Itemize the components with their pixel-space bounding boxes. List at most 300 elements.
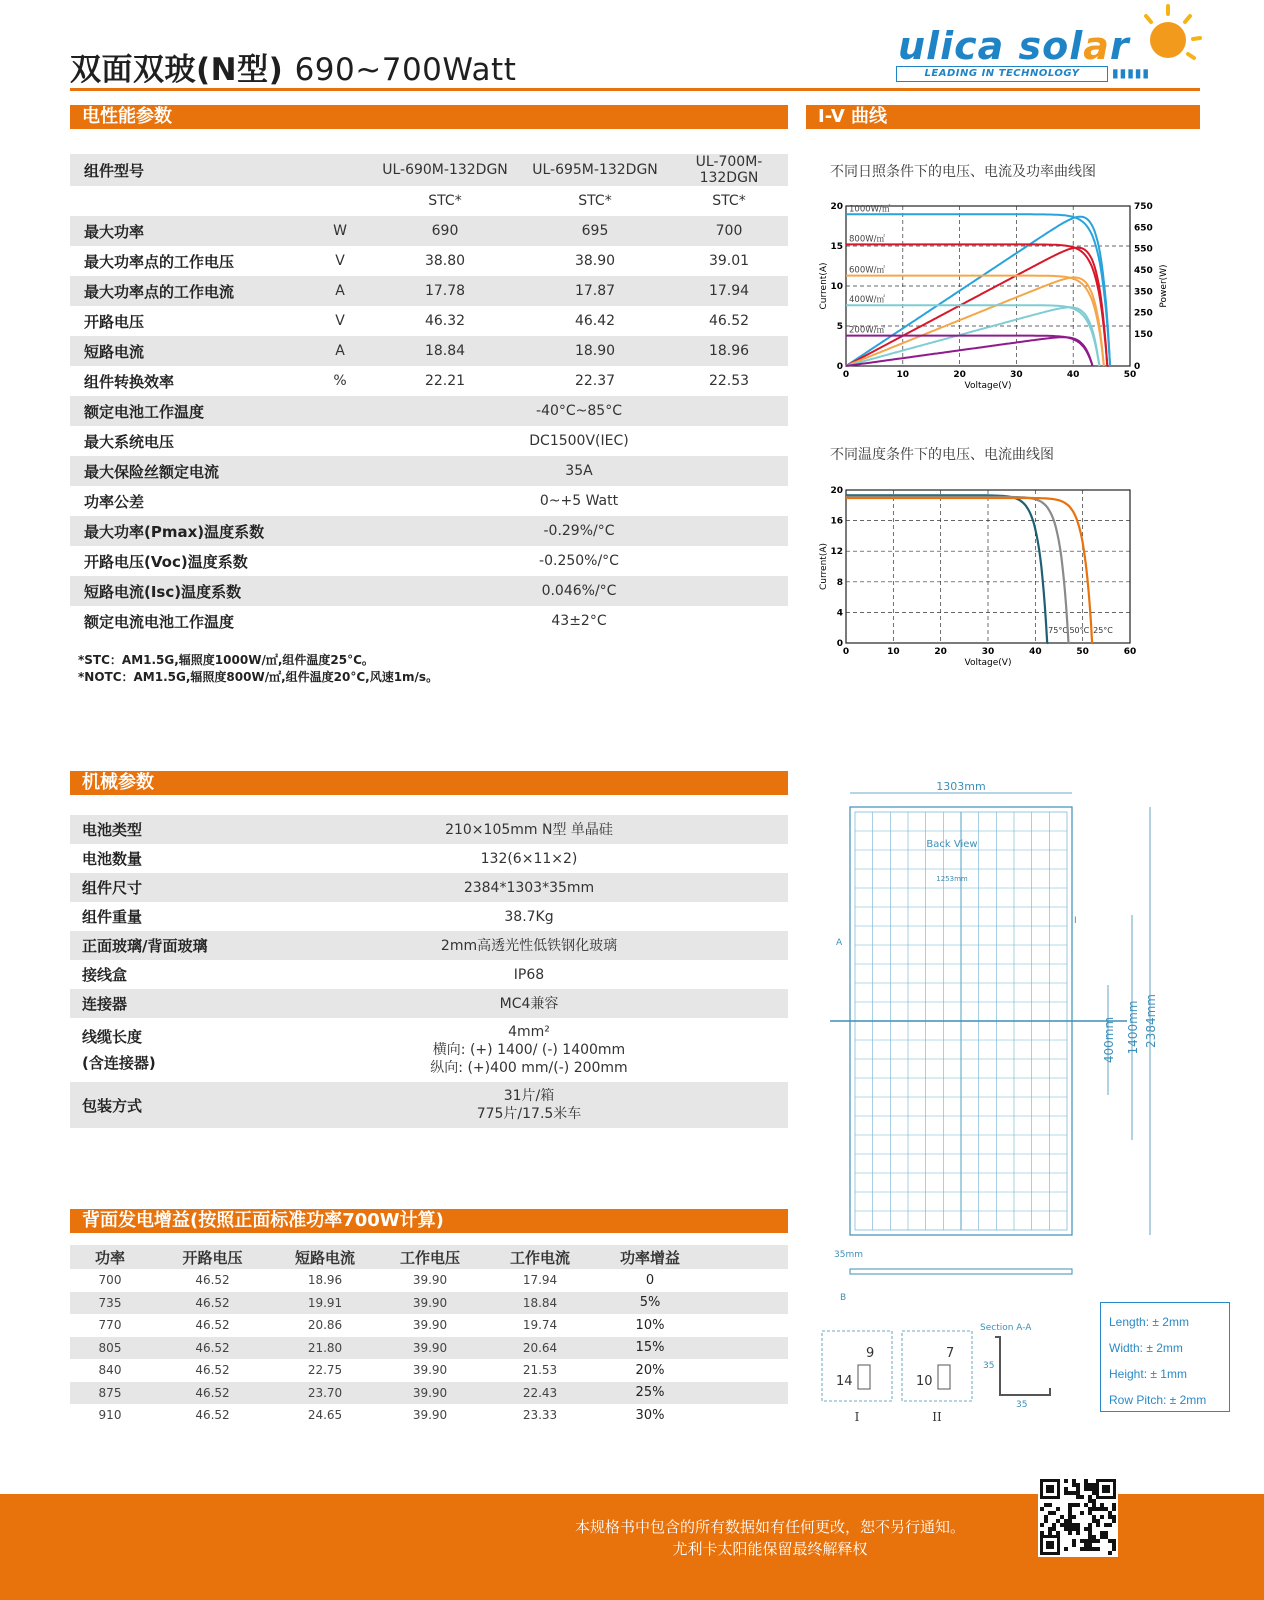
x-tick-label: 10: [887, 647, 900, 657]
gain-cell: 39.90: [375, 1382, 485, 1405]
model-name: UL-690M-132DGN: [370, 154, 520, 186]
qr-module: [1072, 1543, 1076, 1547]
qr-module: [1092, 1507, 1096, 1511]
spec-value: -0.29%/°C: [370, 516, 788, 546]
qr-module: [1092, 1483, 1096, 1487]
detail-box: [902, 1331, 972, 1401]
gain-cell: 46.52: [150, 1337, 275, 1360]
mech-row: [70, 815, 788, 844]
spec-unit: W: [310, 216, 370, 246]
y-tick-label: 0: [836, 639, 843, 649]
gain-cell: 735: [70, 1292, 150, 1315]
tolerance-box: [1100, 1302, 1230, 1412]
qr-module: [1080, 1547, 1084, 1551]
temp-series-label: 50°C: [1069, 626, 1090, 635]
gain-header: 功率增益: [595, 1245, 705, 1269]
qr-module: [1088, 1539, 1092, 1543]
spec-row: [70, 276, 788, 306]
qr-module: [1084, 1527, 1088, 1531]
qr-module: [1056, 1519, 1060, 1523]
detail-box: [822, 1331, 892, 1401]
x-tick-label: 30: [981, 647, 995, 657]
spec-value: 22.21: [424, 373, 466, 389]
qr-module: [1112, 1547, 1116, 1551]
mechanical-table: [70, 815, 788, 1128]
gain-cell: 770: [98, 1318, 122, 1333]
mech-value-line: 210×105mm N型 单晶硅: [445, 821, 613, 838]
model-label: 组件型号: [70, 154, 310, 186]
back-view-label: Back View: [926, 839, 978, 850]
y2-tick-label: 150: [1134, 330, 1153, 340]
detail-shape: [938, 1365, 950, 1389]
qr-module: [1080, 1495, 1084, 1499]
gain-blank: [705, 1337, 788, 1360]
qr-code[interactable]: [1038, 1477, 1118, 1557]
detail-top: 7: [946, 1346, 955, 1361]
mech-label-text: 电池数量: [82, 850, 143, 868]
mech-row: [70, 960, 788, 989]
gain-cell: 30%: [635, 1407, 665, 1423]
power-series-line: [846, 278, 1104, 367]
y2-tick-label: 650: [1134, 223, 1153, 234]
dim-label: 400mm: [1102, 1016, 1116, 1064]
y-tick-label: 16: [830, 516, 843, 527]
section-dim: 35: [1016, 1400, 1028, 1410]
y-axis-label: Current(A): [819, 543, 829, 590]
gain-blank: [705, 1382, 788, 1405]
mech-label: [70, 902, 270, 931]
qr-module: [1104, 1535, 1108, 1539]
gain-cell: 17.94: [522, 1273, 558, 1288]
qr-module: [1096, 1507, 1100, 1511]
spec-value: 35A: [370, 456, 788, 486]
spec-row: [70, 456, 788, 486]
qr-module: [1108, 1551, 1112, 1555]
gain-cell: 19.91: [275, 1292, 375, 1315]
gain-cell: 21.80: [275, 1337, 375, 1360]
qr-module: [1072, 1483, 1076, 1487]
qr-module: [1072, 1479, 1076, 1483]
qr-module: [1072, 1491, 1076, 1495]
detail-side: 14: [836, 1374, 853, 1389]
spec-value: 18.96: [670, 336, 788, 366]
tol-length: Length: ± 2mm: [1109, 1315, 1189, 1329]
spec-row: [70, 216, 788, 246]
qr-module: [1092, 1515, 1096, 1519]
qr-module: [1068, 1531, 1072, 1535]
gain-cell: 46.52: [195, 1408, 230, 1423]
section-label: Section A-A: [980, 1323, 1032, 1333]
qr-module: [1076, 1523, 1080, 1527]
qr-module: [1108, 1515, 1112, 1519]
irradiance-label: 200W/㎡: [849, 325, 885, 336]
gain-header: 短路电流: [275, 1245, 375, 1269]
mech-label-text: 组件尺寸: [82, 879, 143, 897]
y2-tick-label: 350: [1134, 287, 1153, 298]
spec-label: 开路电压: [84, 312, 145, 331]
spec-label: 最大功率点的工作电压: [84, 252, 235, 271]
iv-section-header: I-V 曲线: [806, 105, 1200, 129]
spec-value: 46.42: [574, 313, 616, 329]
mech-value: [270, 1082, 788, 1128]
qr-module: [1060, 1515, 1064, 1519]
x-tick-label: 20: [953, 370, 966, 380]
qr-module: [1072, 1539, 1076, 1543]
mech-value: [270, 960, 788, 989]
qr-module: [1088, 1507, 1092, 1511]
qr-module: [1084, 1483, 1088, 1487]
y-tick-label: 0: [836, 362, 843, 372]
spec-value: 17.87: [520, 276, 670, 306]
qr-module: [1112, 1539, 1116, 1543]
stc-notes: [78, 652, 438, 686]
spec-value: 18.84: [370, 336, 520, 366]
y-axis-label: Current(A): [819, 262, 829, 310]
qr-module: [1072, 1503, 1076, 1507]
spec-label: 额定电池工作温度: [70, 396, 370, 426]
iv-series-line: [846, 214, 1110, 366]
iv-series-line: [846, 276, 1104, 366]
spec-value: 700: [670, 216, 788, 246]
spec-label: 最大功率点的工作电流: [70, 276, 310, 306]
note-notc: *NOTC：AM1.5G,辐照度800W/㎡,组件温度20°C,风速1m/s。: [78, 670, 439, 684]
mech-row: [70, 1018, 788, 1082]
mech-label-text: 连接器: [82, 995, 128, 1013]
backgain-table: [70, 1245, 788, 1427]
spec-row: [70, 306, 788, 336]
electrical-table: [70, 154, 788, 636]
qr-module: [1040, 1507, 1044, 1511]
gain-cell: 20.64: [485, 1337, 595, 1360]
y2-tick-label: 450: [1134, 266, 1153, 276]
gain-row: [70, 1404, 788, 1427]
gain-cell: 23.70: [275, 1382, 375, 1405]
mech-label: [70, 960, 270, 989]
gain-row: [70, 1359, 788, 1382]
qr-module: [1072, 1515, 1076, 1519]
qr-module: [1112, 1507, 1116, 1511]
gain-cell: 22.43: [485, 1382, 595, 1405]
gain-cell: 15%: [595, 1337, 705, 1360]
spec-value: -0.250%/°C: [539, 553, 619, 569]
qr-module: [1100, 1531, 1104, 1535]
gain-blank: [705, 1314, 788, 1337]
logo: ulica solar: [898, 24, 1130, 68]
gain-cell: 0: [645, 1272, 655, 1288]
mechanical-section-header: 机械参数: [70, 771, 788, 795]
spec-unit: A: [310, 276, 370, 306]
qr-module: [1084, 1503, 1088, 1507]
spec-row: [70, 576, 788, 606]
temp-series-label: 25°C: [1093, 626, 1113, 635]
qr-module: [1048, 1503, 1052, 1507]
temp-series-line: [846, 498, 1092, 643]
qr-module: [1112, 1519, 1116, 1523]
qr-module: [1092, 1491, 1096, 1495]
detail-shape: [858, 1365, 870, 1389]
irradiance-label: 600W/㎡: [849, 265, 885, 276]
qr-module: [1096, 1523, 1100, 1527]
gain-cell: 20%: [635, 1362, 665, 1378]
qr-module: [1104, 1531, 1108, 1535]
qr-module: [1088, 1483, 1092, 1487]
qr-module: [1100, 1503, 1104, 1507]
mech-label: [70, 844, 270, 873]
temp-series-line: [846, 495, 1047, 643]
y-tick-label: 20: [830, 202, 843, 212]
mech-value-line: MC4兼容: [499, 995, 559, 1012]
y-tick-label: 4: [836, 608, 843, 619]
header-rule: [70, 88, 1200, 91]
gain-blank: [705, 1269, 788, 1292]
spec-label: 最大系统电压: [84, 432, 175, 451]
gain-cell: 19.74: [522, 1318, 558, 1333]
y-tick-label: 20: [830, 486, 843, 496]
spec-label: 额定电流电池工作温度: [84, 612, 235, 631]
mech-value-line: 775片/17.5米车: [476, 1106, 582, 1122]
gain-cell: 875: [70, 1382, 150, 1405]
y-tick-label: 8: [836, 577, 843, 588]
x-tick-label: 60: [1123, 647, 1137, 657]
spec-value: -40°C~85°C: [370, 396, 788, 426]
mech-value-line: 31片/箱: [503, 1088, 555, 1104]
mech-label-text: 接线盒: [82, 966, 128, 984]
qr-module: [1088, 1543, 1092, 1547]
qr-finder-core: [1046, 1541, 1054, 1549]
spec-value: 22.37: [574, 373, 616, 389]
gain-blank: [705, 1292, 788, 1315]
inner-width-label: 1253mm: [936, 875, 968, 883]
section-profile: [995, 1337, 1050, 1395]
qr-module: [1068, 1523, 1072, 1527]
mech-value-line: 横向: (+) 1400/ (-) 1400mm: [432, 1042, 626, 1058]
gain-cell: 23.33: [522, 1408, 558, 1423]
tol-width: Width: ± 2mm: [1109, 1341, 1183, 1355]
footer-text: [500, 1516, 1040, 1560]
qr-module: [1076, 1527, 1080, 1531]
title-en: 690~700Watt: [294, 52, 517, 88]
x-tick-label: 50: [1123, 370, 1137, 380]
qr-module: [1092, 1539, 1096, 1543]
mech-row: [70, 873, 788, 902]
y2-tick-label: 250: [1134, 308, 1153, 319]
spec-value: 0~+5 Watt: [539, 493, 619, 509]
qr-module: [1080, 1539, 1084, 1543]
qr-module: [1040, 1531, 1044, 1535]
qr-module: [1108, 1523, 1112, 1527]
qr-module: [1096, 1519, 1100, 1523]
gain-cell: 46.52: [150, 1292, 275, 1315]
qr-module: [1108, 1511, 1112, 1515]
x-tick-label: 40: [1029, 647, 1042, 657]
y2-tick-label: 0: [1134, 362, 1141, 372]
detail-top: 9: [866, 1346, 875, 1361]
detail-side: 10: [916, 1374, 933, 1389]
mech-row: [70, 902, 788, 931]
spec-value: 18.90: [520, 336, 670, 366]
gain-cell: 46.52: [195, 1363, 230, 1378]
spec-row: [70, 396, 788, 426]
mech-value-line: 2384*1303*35mm: [463, 879, 595, 896]
qr-module: [1044, 1503, 1048, 1507]
title-cn: 双面双玻(N型): [70, 52, 284, 88]
gain-cell: 18.84: [485, 1292, 595, 1315]
detail-roman: I: [854, 1410, 860, 1424]
mech-value: [270, 873, 788, 902]
mech-value-line: 纵向: (+)400 mm/(-) 200mm: [430, 1060, 628, 1076]
gain-cell: 39.90: [412, 1408, 448, 1423]
spec-label: 短路电流(Isc)温度系数: [70, 576, 370, 606]
condition-label: STC*: [428, 193, 462, 209]
temp-series-label: 75°C: [1048, 626, 1068, 635]
gain-cell: 21.53: [522, 1363, 558, 1378]
spec-unit: A: [310, 336, 370, 366]
y-tick-label: 12: [830, 547, 843, 558]
mech-label: [70, 815, 270, 844]
gain-cell: 46.52: [195, 1318, 230, 1333]
spec-unit: %: [333, 373, 347, 389]
spec-value: 695: [520, 216, 670, 246]
gain-header: 功率: [70, 1245, 150, 1269]
qr-module: [1052, 1527, 1056, 1531]
mech-value-line: 4mm²: [508, 1024, 550, 1040]
marker-label: B: [840, 1293, 847, 1303]
dim-label: 1400mm: [1126, 1000, 1140, 1055]
qr-module: [1056, 1531, 1060, 1535]
spec-label: 组件转换效率: [84, 372, 175, 391]
qr-module: [1044, 1515, 1048, 1519]
y-tick-label: 10: [830, 282, 843, 292]
mech-row: [70, 1082, 788, 1128]
qr-module: [1052, 1511, 1056, 1515]
irradiance-label: 400W/㎡: [849, 295, 885, 306]
qr-module: [1092, 1499, 1096, 1503]
qr-module: [1104, 1507, 1108, 1511]
model-name: UL-695M-132DGN: [520, 154, 670, 186]
tol-rowpitch: Row Pitch: ± 2mm: [1109, 1393, 1207, 1407]
condition-label: STC*: [578, 193, 612, 209]
spec-label: 最大功率(Pmax)温度系数: [70, 516, 370, 546]
spec-value: 0.046%/°C: [370, 576, 788, 606]
y-tick-label: 5: [836, 322, 843, 332]
x-tick-label: 40: [1066, 370, 1080, 380]
qr-module: [1060, 1523, 1064, 1527]
spec-label: 短路电流: [70, 336, 310, 366]
gain-header: 工作电流: [485, 1245, 595, 1269]
gain-cell: 24.65: [307, 1408, 343, 1423]
spec-unit: V: [335, 313, 345, 329]
qr-module: [1064, 1547, 1068, 1551]
qr-module: [1064, 1519, 1068, 1523]
gain-cell: 840: [98, 1363, 122, 1378]
qr-module: [1112, 1543, 1116, 1547]
qr-module: [1088, 1499, 1092, 1503]
gain-cell: 10%: [635, 1317, 665, 1333]
qr-finder-core: [1046, 1485, 1054, 1493]
gain-row: [70, 1314, 788, 1337]
qr-module: [1100, 1515, 1104, 1519]
x-tick-label: 10: [896, 370, 910, 380]
spec-value: 46.52: [708, 313, 750, 329]
mech-row: [70, 931, 788, 960]
spec-value: 46.32: [424, 313, 466, 329]
qr-module: [1068, 1519, 1072, 1523]
electrical-section-header: 电性能参数: [70, 105, 788, 129]
qr-module: [1088, 1495, 1092, 1499]
qr-module: [1068, 1515, 1072, 1519]
spec-row: [70, 516, 788, 546]
width-dim-label: 1303mm: [936, 780, 986, 793]
qr-module: [1084, 1487, 1088, 1491]
mech-value: [270, 902, 788, 931]
mech-label-text2: (含连接器): [82, 1054, 156, 1072]
mech-value: [270, 815, 788, 844]
qr-module: [1076, 1491, 1080, 1495]
x-tick-label: 0: [842, 370, 850, 380]
spec-row: [70, 366, 788, 396]
qr-module: [1064, 1491, 1068, 1495]
power-series-line: [846, 217, 1110, 366]
chart2-title: 不同温度条件下的电压、电流曲线图: [830, 447, 1054, 463]
qr-module: [1048, 1531, 1052, 1535]
frame-label: 35mm: [834, 1250, 863, 1260]
spec-label: 功率公差: [84, 492, 145, 511]
mech-value: [270, 1018, 788, 1082]
spec-value: 39.01: [708, 253, 750, 269]
mech-label-text: 包装方式: [82, 1096, 143, 1115]
qr-module: [1056, 1507, 1060, 1511]
qr-module: [1084, 1479, 1088, 1483]
qr-module: [1092, 1503, 1096, 1507]
qr-module: [1068, 1491, 1072, 1495]
note-stc: *STC：AM1.5G,辐照度1000W/㎡,组件温度25°C。: [78, 653, 374, 667]
qr-module: [1076, 1487, 1080, 1491]
spec-value: 17.78: [370, 276, 520, 306]
irradiance-label: 800W/㎡: [849, 234, 885, 245]
qr-module: [1076, 1483, 1080, 1487]
qr-module: [1096, 1539, 1100, 1543]
spec-row: [70, 546, 788, 576]
spec-row: [70, 426, 788, 456]
qr-module: [1064, 1527, 1068, 1531]
qr-module: [1044, 1519, 1048, 1523]
blank-cell: [70, 186, 310, 216]
mech-value-line: 132(6×11×2): [480, 850, 578, 867]
gain-cell: 39.90: [412, 1318, 448, 1333]
y-tick-label: 15: [830, 242, 843, 252]
qr-module: [1048, 1511, 1052, 1515]
spec-row: [70, 246, 788, 276]
mech-label: [70, 931, 270, 960]
spec-row: [70, 336, 788, 366]
gain-row: [70, 1292, 788, 1315]
mech-row: [70, 989, 788, 1018]
condition-label: STC*: [712, 193, 746, 209]
temperature-iv-chart: [819, 480, 1210, 685]
qr-module: [1068, 1527, 1072, 1531]
tol-height: Height: ± 1mm: [1109, 1367, 1187, 1381]
qr-module: [1076, 1503, 1080, 1507]
dim-label: 2384mm: [1144, 994, 1158, 1048]
qr-module: [1072, 1523, 1076, 1527]
qr-module: [1084, 1543, 1088, 1547]
qr-module: [1092, 1519, 1096, 1523]
mech-label-text: 正面玻璃/背面玻璃: [82, 937, 208, 955]
qr-module: [1088, 1487, 1092, 1491]
x-tick-label: 50: [1076, 647, 1089, 657]
x-tick-label: 0: [842, 647, 850, 657]
qr-module: [1048, 1527, 1052, 1531]
